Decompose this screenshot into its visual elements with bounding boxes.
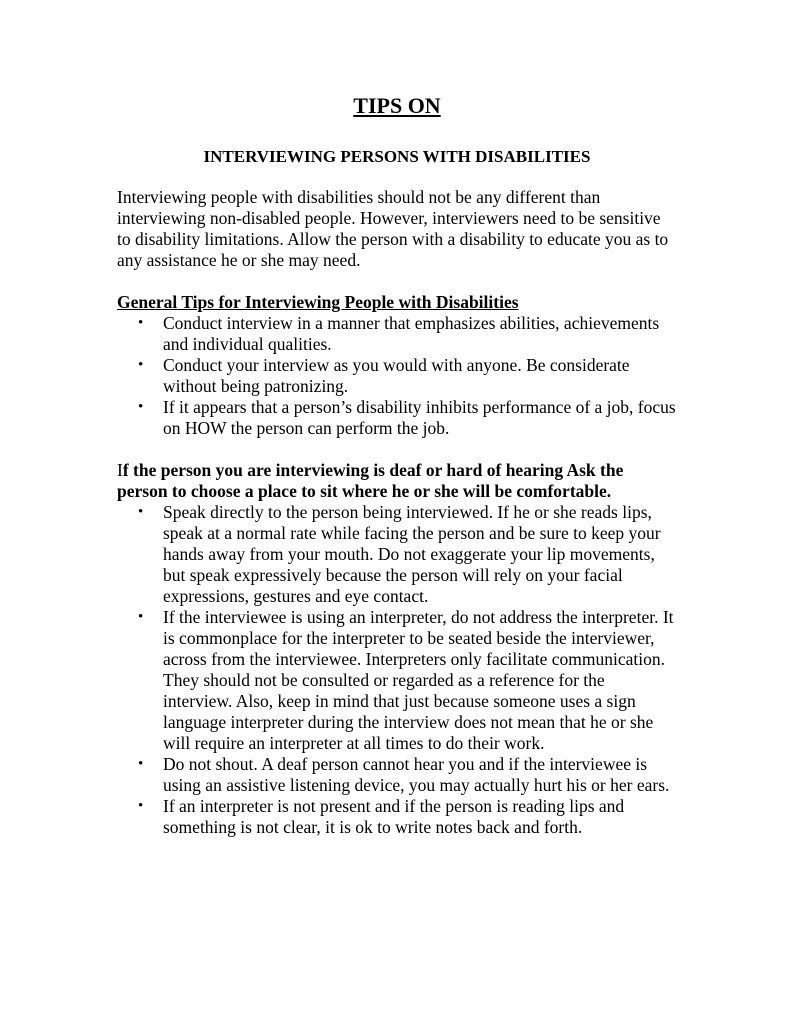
list-item	[117, 754, 677, 796]
bullet-icon: •	[138, 609, 144, 625]
list-item-text: Speak directly to the person being interviewed. If he or she reads lips, speak at a normal rate while facing the person and be sure to keep your hands away from your mouth. Do not exaggerate your lip movements, but speak expressively because the person will rely on your facial expressions, gestures and eye contact.	[163, 502, 661, 606]
bullet-icon: •	[138, 798, 144, 814]
bullet-icon: •	[138, 756, 144, 772]
list-item	[117, 397, 677, 439]
list-item	[117, 355, 677, 397]
bullet-icon: •	[138, 315, 144, 331]
list-item	[117, 502, 677, 607]
page-subtitle: INTERVIEWING PERSONS WITH DISABILITIES	[203, 147, 591, 166]
list-item-text: Conduct interview in a manner that emphasizes abilities, achievements and individual qualities.	[163, 313, 660, 354]
list-item	[117, 796, 677, 838]
list-item	[117, 607, 677, 754]
list-item-text: If an interpreter is not present and if the person is reading lips and something is not clear, it is ok to write notes back and forth.	[163, 796, 625, 837]
list-item	[117, 313, 677, 355]
general-tips-list	[117, 313, 677, 439]
deaf-tips-heading	[117, 460, 677, 502]
deaf-tips-heading-rest: f the person you are interviewing is deaf or hard of hearing Ask the person to choose a place to sit where he or she will be comfortable.	[117, 460, 624, 501]
general-tips-heading: General Tips for Interviewing People with Disabilities	[117, 292, 519, 312]
list-item-text: Do not shout. A deaf person cannot hear you and if the interviewee is using an assistive listening device, you may actually hurt his or her ears.	[163, 754, 670, 795]
list-item-text: Conduct your interview as you would with anyone. Be considerate without being patronizing.	[163, 355, 630, 396]
intro-paragraph: Interviewing people with disabilities should not be any different than interviewing non-disabled people. However, interviewers need to be sensitive to disability limitations. Allow the person with a disability to educate you as to any assistance he or she may need.	[117, 187, 669, 270]
document-page	[117, 90, 677, 838]
bullet-icon: •	[138, 504, 144, 520]
page-title: TIPS ON	[353, 93, 441, 118]
deaf-tips-list	[117, 502, 677, 838]
list-item-text: If the interviewee is using an interpreter, do not address the interpreter. It is commonplace for the interpreter to be seated beside the interviewer, across from the interviewee. Interpreters only facilitate communication. They should not be consulted or regarded as a reference for the interview. Also, keep in mind that just because someone uses a sign language interpreter during the interview does not mean that he or she will require an interpreter at all times to do their work.	[163, 607, 674, 753]
list-item-text: If it appears that a person’s disability inhibits performance of a job, focus on HOW the person can perform the job.	[163, 397, 676, 438]
deaf-tips-heading-lead: I	[117, 460, 123, 480]
bullet-icon: •	[138, 357, 144, 373]
bullet-icon: •	[138, 399, 144, 415]
